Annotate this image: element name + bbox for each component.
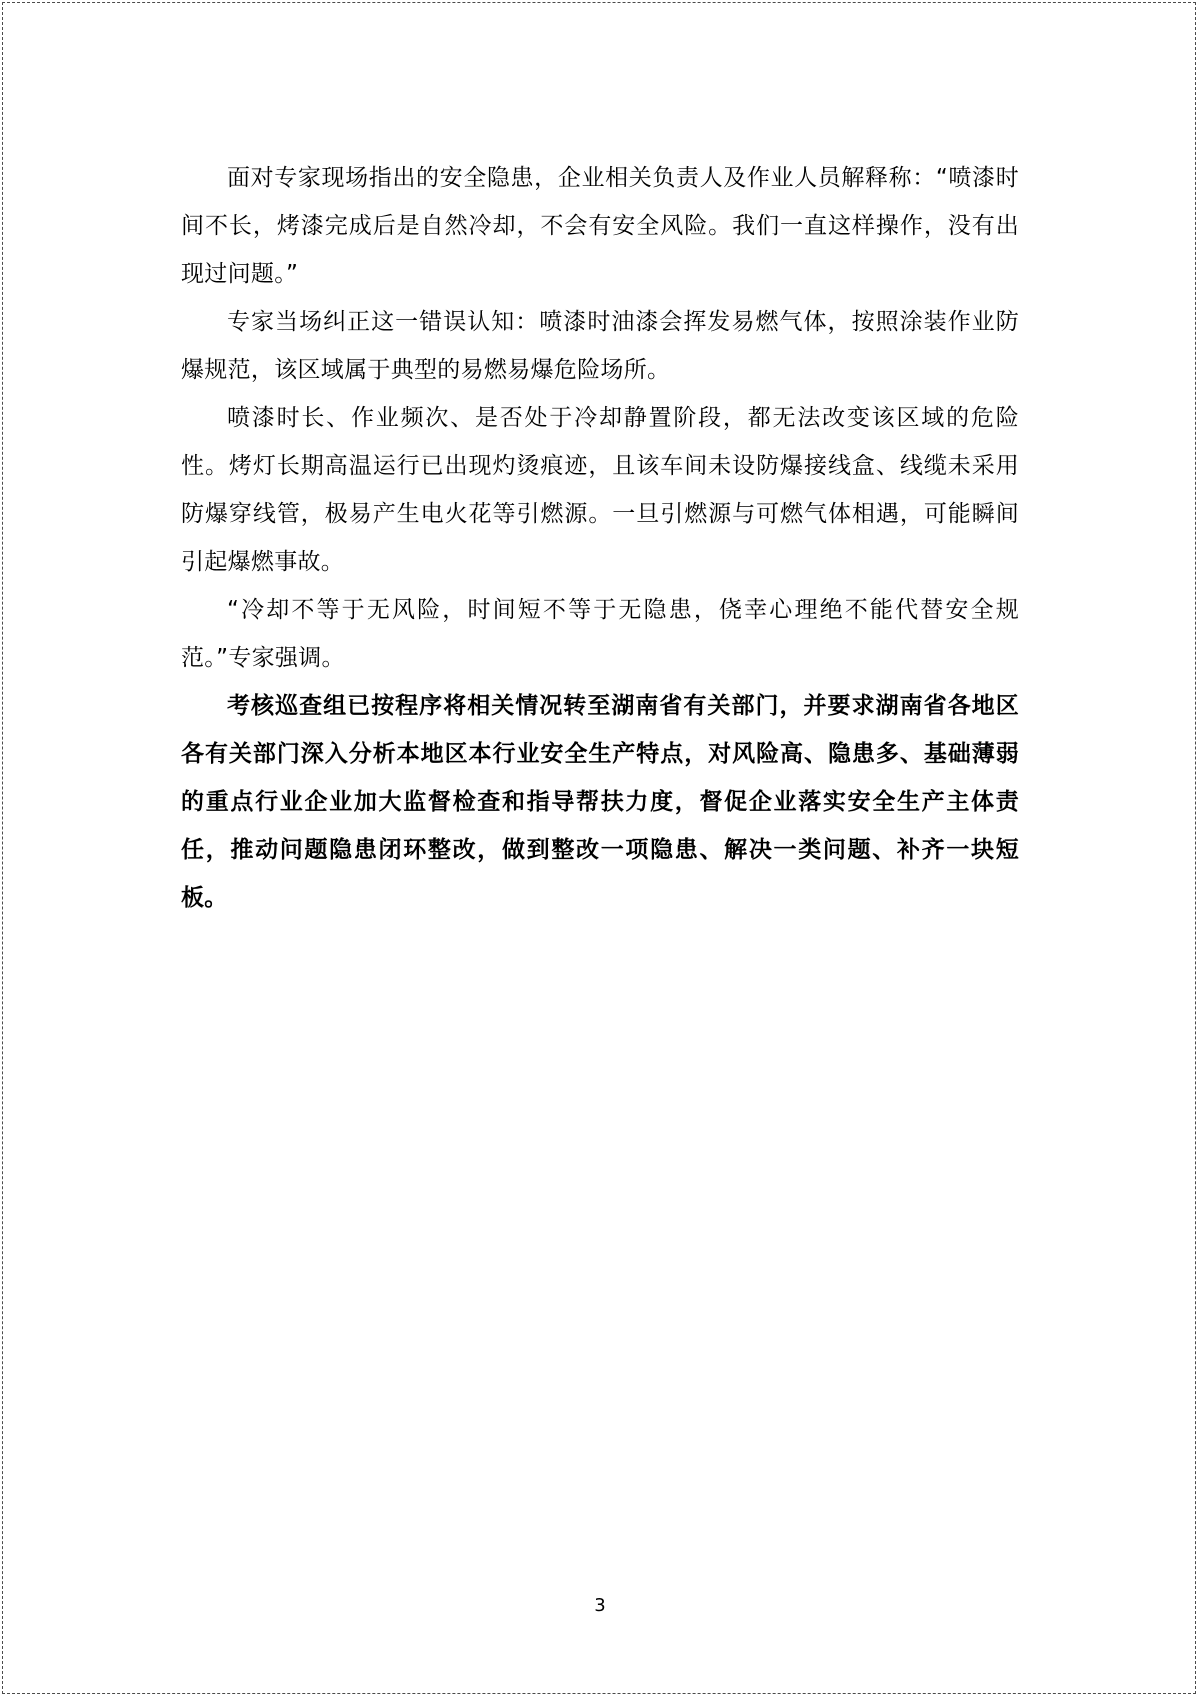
page-number: 3 <box>594 1595 606 1616</box>
document-body <box>181 154 1019 922</box>
paragraph-1: 面对专家现场指出的安全隐患，企业相关负责人及作业人员解释称：“喷漆时间不长，烤漆完成后是自然冷却，不会有安全风险。我们一直这样操作，没有出现过问题。” <box>181 165 1019 287</box>
paragraph-4: “冷却不等于无风险，时间短不等于无隐患，侥幸心理绝不能代替安全规范。”专家强调。 <box>181 597 1019 671</box>
paragraph-2: 专家当场纠正这一错误认知：喷漆时油漆会挥发易燃气体，按照涂装作业防爆规范，该区域属于典型的易燃易爆危险场所。 <box>181 309 1019 383</box>
paragraph-3: 喷漆时长、作业频次、是否处于冷却静置阶段，都无法改变该区域的危险性。烤灯长期高温运行已出现灼烫痕迹，且该车间未设防爆接线盒、线缆未采用防爆穿线管，极易产生电火花等引燃源。一旦引燃源与可燃气体相遇，可能瞬间引起爆燃事故。 <box>181 405 1019 575</box>
paragraph-5-bold: 考核巡查组已按程序将相关情况转至湖南省有关部门，并要求湖南省各地区各有关部门深入分析本地区本行业安全生产特点，对风险高、隐患多、基础薄弱的重点行业企业加大监督检查和指导帮扶力度，督促企业落实安全生产主体责任，推动问题隐患闭环整改，做到整改一项隐患、解决一类问题、补齐一块短板。 <box>181 693 1019 911</box>
